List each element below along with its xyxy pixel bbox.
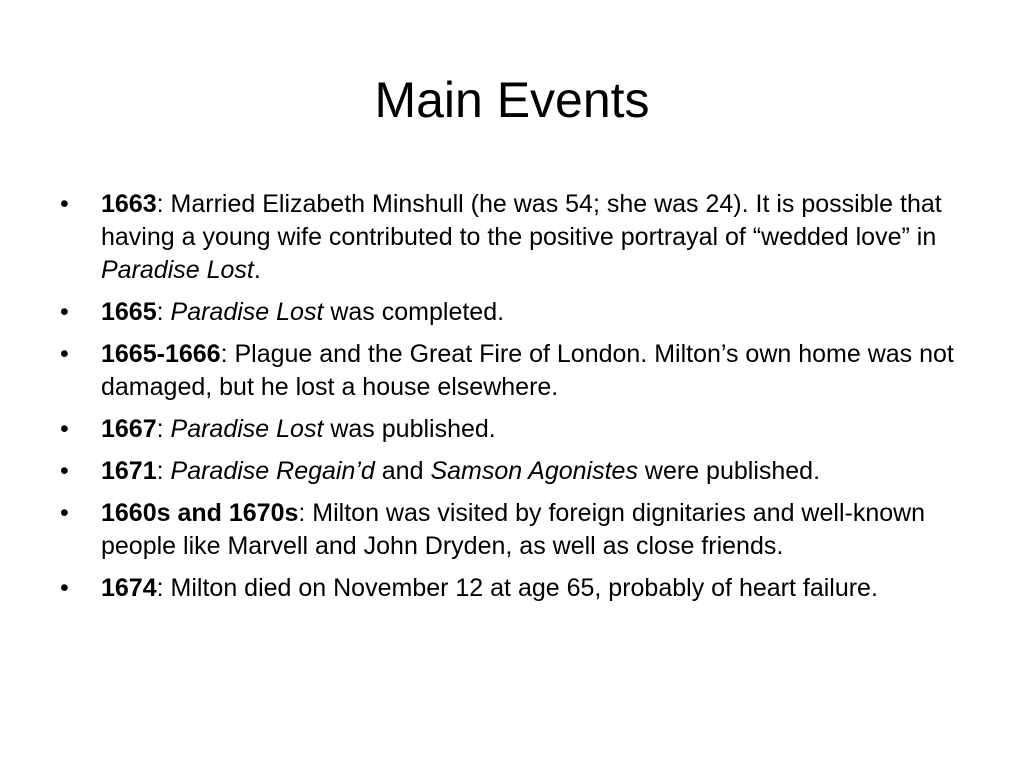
list-item <box>60 497 960 563</box>
list-item <box>60 413 960 446</box>
event-separator: : <box>298 499 313 527</box>
event-year: 1663 <box>101 190 157 218</box>
event-year: 1671 <box>101 457 157 485</box>
list-item <box>60 296 960 329</box>
event-separator: : <box>156 298 171 326</box>
event-separator: : <box>156 574 171 602</box>
event-year: 1665 <box>101 298 157 326</box>
event-work-title: Paradise Lost <box>101 256 254 284</box>
event-text: Milton died on November 12 at age 65, probably of heart failure. <box>170 574 878 602</box>
bullet-icon: • <box>60 499 69 527</box>
event-text: were published. <box>637 457 821 485</box>
event-year: 1665-1666 <box>101 340 221 368</box>
event-text: was published. <box>323 415 496 443</box>
event-text: and <box>374 457 431 485</box>
event-year: 1660s and 1670s <box>101 499 299 527</box>
list-item <box>60 455 960 488</box>
list-item <box>60 188 960 287</box>
event-separator: : <box>156 190 171 218</box>
event-work-title: Samson Agonistes <box>430 457 638 485</box>
bullet-icon: • <box>60 190 69 218</box>
event-separator: : <box>220 340 235 368</box>
bullet-icon: • <box>60 457 69 485</box>
event-work-title: Paradise Lost <box>170 415 324 443</box>
bullet-icon: • <box>60 340 69 368</box>
bullet-icon: • <box>60 298 69 326</box>
event-text: Married Elizabeth Minshull (he was 54; she was 24). It is possible that having a young wife contributed to the positive portrayal of “wedded love” in <box>101 190 942 251</box>
bullet-list <box>60 188 960 614</box>
event-text: Plague and the Great Fire of London. Milton’s own home was not damaged, but he lost a house elsewhere. <box>101 340 954 401</box>
slide-title: Main Events <box>374 72 650 128</box>
event-work-title: Paradise Regain’d <box>170 457 375 485</box>
event-year: 1667 <box>101 415 157 443</box>
event-text: Milton was visited by foreign dignitaries and well-known people like Marvell and John Dryden, as well as close friends. <box>101 499 926 560</box>
list-item <box>60 338 960 404</box>
event-text: was completed. <box>323 298 505 326</box>
event-year: 1674 <box>101 574 157 602</box>
list-item <box>60 572 960 605</box>
bullet-icon: • <box>60 574 69 602</box>
event-separator: : <box>156 415 171 443</box>
event-work-title: Paradise Lost <box>170 298 324 326</box>
bullet-icon: • <box>60 415 69 443</box>
event-separator: : <box>156 457 171 485</box>
event-text: . <box>253 256 261 284</box>
